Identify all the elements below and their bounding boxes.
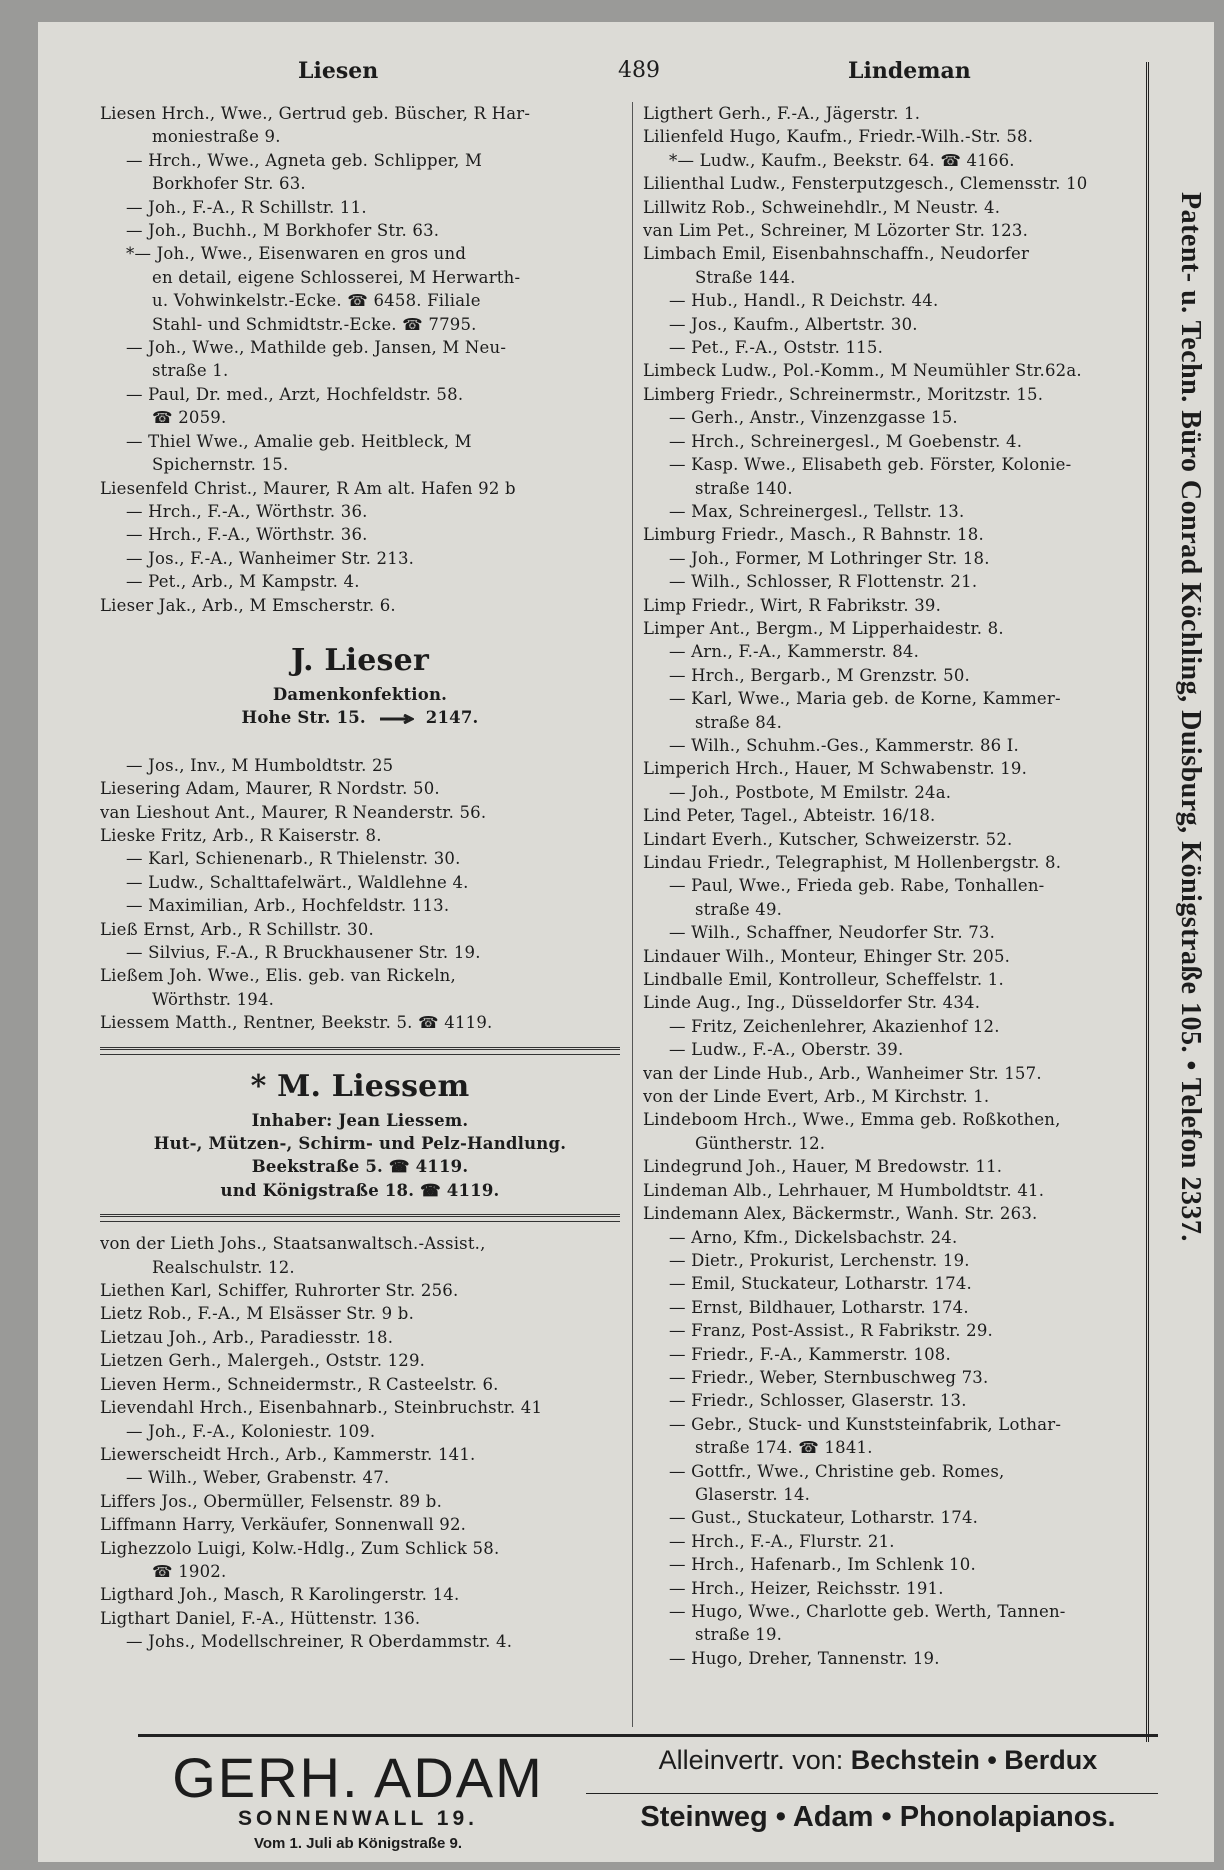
ad-lieser-line1: Damenkonfektion. <box>272 684 448 704</box>
directory-entry: — Karl, Schienenarb., R Thielenstr. 30. <box>126 849 461 869</box>
directory-entry: — Hrch., Hafenarb., Im Schlenk 10. <box>669 1555 976 1575</box>
directory-entry: — Hrch., Bergarb., M Grenzstr. 50. <box>669 665 970 685</box>
directory-entry: *— Joh., Wwe., Eisenwaren en gros und <box>126 244 467 264</box>
directory-entry: Lilienfeld Hugo, Kaufm., Friedr.-Wilh.-Str. 58. <box>643 127 1034 147</box>
directory-entry: Stahl- und Schmidtstr.-Ecke. ☎ 7795. <box>152 314 477 334</box>
directory-entry: Linde Aug., Ing., Düsseldorfer Str. 434. <box>643 993 981 1013</box>
directory-entry: — Max, Schreinergesl., Tellstr. 13. <box>669 501 965 521</box>
directory-entry: — Dietr., Prokurist, Lerchenstr. 19. <box>669 1250 970 1270</box>
directory-entry: Spichernstr. 15. <box>152 455 289 475</box>
directory-entry: — Fritz, Zeichenlehrer, Akazienhof 12. <box>669 1016 1000 1036</box>
directory-entry: Ligthert Gerh., F.-A., Jägerstr. 1. <box>643 104 921 123</box>
directory-entry: — Friedr., Weber, Sternbuschweg 73. <box>669 1367 989 1387</box>
directory-entry: — Joh., Buchh., M Borkhofer Str. 63. <box>126 221 440 241</box>
directory-entry: Ließem Joh. Wwe., Elis. geb. van Rickeln, <box>100 966 456 986</box>
bottom-ad-line1-brands: Bechstein • Berdux <box>850 1745 1098 1775</box>
directory-entry: Lieven Herm., Schneidermstr., R Casteelstr. 6. <box>100 1374 499 1394</box>
directory-entry: Glaserstr. 14. <box>695 1484 811 1504</box>
directory-entry: Lietzau Joh., Arb., Paradiesstr. 18. <box>100 1327 394 1347</box>
directory-entry: *— Ludw., Kaufm., Beekstr. 64. ☎ 4166. <box>669 150 1015 170</box>
directory-entry: — Friedr., Schlosser, Glaserstr. 13. <box>669 1391 967 1411</box>
divider-rule <box>100 1047 620 1055</box>
directory-entry: Güntherstr. 12. <box>695 1133 826 1153</box>
directory-entry: — Ludw., Schalttafelwärt., Waldlehne 4. <box>126 872 469 892</box>
directory-entry: Lilienthal Ludw., Fensterputzgesch., Clemensstr. 10 <box>643 174 1088 194</box>
bottom-ad-note: Vom 1. Juli ab Königstraße 9. <box>253 1835 463 1852</box>
directory-entry: straße 19. <box>695 1625 783 1645</box>
directory-entry: Lindegrund Joh., Hauer, M Bredowstr. 11. <box>643 1157 1003 1177</box>
directory-entry: — Johs., Modellschreiner, R Oberdammstr. 4. <box>126 1632 513 1652</box>
divider-rule <box>100 1214 620 1222</box>
directory-entry: Limbach Emil, Eisenbahnschaffn., Neudorfer <box>643 244 1030 264</box>
directory-entry: — Hrch., F.-A., Wörthstr. 36. <box>126 501 368 521</box>
directory-entry: Lieser Jak., Arb., M Emscherstr. 6. <box>100 595 396 615</box>
entries-block-1 <box>100 102 620 617</box>
ad-lieser-title: J. Lieser <box>291 642 429 678</box>
directory-entry: — Maximilian, Arb., Hochfeldstr. 113. <box>126 896 450 916</box>
directory-entry: Ließ Ernst, Arb., R Schillstr. 30. <box>100 919 374 939</box>
directory-entry: Liewerscheidt Hrch., Arb., Kammerstr. 141. <box>100 1444 476 1464</box>
directory-entry: Limburg Friedr., Masch., R Bahnstr. 18. <box>643 525 984 545</box>
directory-entry: von der Linde Evert, Arb., M Kirchstr. 1. <box>643 1087 990 1107</box>
directory-entry: — Pet., F.-A., Oststr. 115. <box>669 338 884 358</box>
bottom-ad-line1-prefix: Alleinvertr. von: <box>658 1745 844 1775</box>
telephone-icon <box>378 714 414 724</box>
directory-entry: — Hrch., Heizer, Reichsstr. 191. <box>669 1578 944 1598</box>
directory-entry: ☎ 2059. <box>152 408 227 428</box>
entries-block-3 <box>100 1232 620 1653</box>
directory-entry: Lighezzolo Luigi, Kolw.-Hdlg., Zum Schlick 58. <box>100 1538 500 1558</box>
directory-entry: Wörthstr. 194. <box>152 989 275 1009</box>
directory-entry: Lind Peter, Tagel., Abteistr. 16/18. <box>643 806 936 826</box>
directory-entry: Lietzen Gerh., Malergeh., Oststr. 129. <box>100 1351 426 1371</box>
header-right: Lindeman <box>848 58 971 84</box>
directory-entry: — Wilh., Schuhm.-Ges., Kammerstr. 86 I. <box>669 735 1019 755</box>
directory-entry: straße 49. <box>695 899 783 919</box>
directory-entry: straße 174. ☎ 1841. <box>695 1438 873 1458</box>
directory-entry: Lindau Friedr., Telegraphist, M Hollenbergstr. 8. <box>643 853 1062 872</box>
directory-entry: Liesen Hrch., Wwe., Gertrud geb. Büscher, R Har- <box>100 104 531 123</box>
directory-entry: Limbeck Ludw., Pol.-Komm., M Neumühler Str.62a. <box>643 361 1082 381</box>
directory-entry: Liffmann Harry, Verkäufer, Sonnenwall 92. <box>100 1515 467 1535</box>
entries-block-right <box>643 102 1143 1670</box>
ad-liessem-line3: Beekstraße 5. ☎ 4119. <box>251 1157 469 1177</box>
directory-entry: — Joh., F.-A., R Schillstr. 11. <box>126 197 367 217</box>
bottom-ad-divider <box>586 1793 1158 1794</box>
directory-entry: — Gust., Stuckateur, Lotharstr. 174. <box>669 1508 979 1528</box>
bottom-ad-name: GERH. ADAM <box>172 1746 544 1809</box>
directory-entry: Limberg Friedr., Schreinermstr., Moritzstr. 15. <box>643 384 1044 404</box>
directory-entry: Lindemann Alex, Bäckermstr., Wanh. Str. 263. <box>643 1204 1038 1224</box>
directory-entry: Lindart Everh., Kutscher, Schweizerstr. 52. <box>643 829 1013 849</box>
directory-entry: Liffers Jos., Obermüller, Felsenstr. 89 b. <box>100 1491 443 1511</box>
directory-entry: Limp Friedr., Wirt, R Fabrikstr. 39. <box>643 595 942 615</box>
ad-lieser-phone: 2147. <box>425 708 479 728</box>
bottom-ad-address: SONNENWALL 19. <box>238 1807 478 1830</box>
directory-entry: — Hrch., Schreinergesl., M Goebenstr. 4. <box>669 431 1023 451</box>
ad-lieser-line2-wrap <box>100 706 620 729</box>
directory-entry: Lievendahl Hrch., Eisenbahnarb., Steinbruchstr. 41 <box>100 1398 543 1418</box>
directory-entry: u. Vohwinkelstr.-Ecke. ☎ 6458. Filiale <box>152 291 481 311</box>
directory-entry: Liessem Matth., Rentner, Beekstr. 5. ☎ 4119. <box>100 1013 493 1033</box>
header-left: Liesen <box>298 58 379 84</box>
directory-entry: Limperich Hrch., Hauer, M Schwabenstr. 19. <box>643 759 1028 779</box>
directory-entry: van der Linde Hub., Arb., Wanheimer Str. 157. <box>643 1063 1042 1083</box>
directory-entry: Liesenfeld Christ., Maurer, R Am alt. Hafen 92 b <box>100 478 516 498</box>
directory-entry: Limper Ant., Bergm., M Lipperhaidestr. 8. <box>643 618 1004 638</box>
ad-liessem-line1: Inhaber: Jean Liessem. <box>251 1110 469 1130</box>
directory-entry: — Arn., F.-A., Kammerstr. 84. <box>669 642 920 662</box>
directory-entry: Lindballe Emil, Kontrolleur, Scheffelstr. 1. <box>643 970 1004 990</box>
directory-entry: — Wilh., Schaffner, Neudorfer Str. 73. <box>669 923 996 943</box>
directory-entry: Lieske Fritz, Arb., R Kaiserstr. 8. <box>100 825 382 845</box>
directory-entry: Borkhofer Str. 63. <box>152 174 306 194</box>
directory-entry: Ligthart Daniel, F.-A., Hüttenstr. 136. <box>100 1608 421 1628</box>
directory-entry: Lillwitz Rob., Schweinehdlr., M Neustr. 4. <box>643 197 1001 217</box>
directory-entry: straße 1. <box>152 361 229 381</box>
directory-entry: — Joh., Wwe., Mathilde geb. Jansen, M Neu- <box>126 338 507 358</box>
directory-entry: Ligthard Joh., Masch, R Karolingerstr. 14. <box>100 1585 460 1605</box>
ad-liessem-title: * M. Liessem <box>250 1068 470 1104</box>
directory-entry: — Ludw., F.-A., Oberstr. 39. <box>669 1040 904 1060</box>
directory-entry: Realschulstr. 12. <box>152 1257 295 1277</box>
directory-entry: straße 140. <box>695 478 793 498</box>
directory-entry: — Hub., Handl., R Deichstr. 44. <box>669 291 939 311</box>
directory-entry: — Hugo, Dreher, Tannenstr. 19. <box>669 1648 940 1668</box>
directory-entry: — Hrch., F.-A., Wörthstr. 36. <box>126 525 368 545</box>
ad-liessem-line4: und Königstraße 18. ☎ 4119. <box>220 1180 500 1200</box>
ad-lieser <box>100 639 620 730</box>
column-divider <box>632 102 633 1727</box>
ad-liessem <box>100 1065 620 1203</box>
directory-page <box>38 22 1214 1862</box>
directory-entry: — Joh., Former, M Lothringer Str. 18. <box>669 548 990 568</box>
left-column <box>100 102 620 1654</box>
directory-entry: Liesering Adam, Maurer, R Nordstr. 50. <box>100 779 440 799</box>
directory-entry: — Franz, Post-Assist., R Fabrikstr. 29. <box>669 1321 993 1341</box>
directory-entry: — Joh., Postbote, M Emilstr. 24a. <box>669 782 952 802</box>
directory-entry: — Pet., Arb., M Kampstr. 4. <box>126 572 360 592</box>
bottom-advert <box>138 1734 1158 1857</box>
ad-liessem-line2: Hut-, Mützen-, Schirm- und Pelz-Handlung. <box>153 1134 567 1154</box>
right-column <box>643 102 1143 1670</box>
directory-entry: Lindeboom Hrch., Wwe., Emma geb. Roßkothen, <box>643 1110 1061 1130</box>
directory-entry: van Lim Pet., Schreiner, M Lözorter Str. 123. <box>643 221 1029 241</box>
directory-entry: — Jos., Kaufm., Albertstr. 30. <box>669 314 918 334</box>
directory-entry: — Gebr., Stuck- und Kunststeinfabrik, Lothar- <box>669 1414 1062 1434</box>
directory-entry: — Wilh., Weber, Grabenstr. 47. <box>126 1468 390 1488</box>
directory-entry: — Hrch., F.-A., Flurstr. 21. <box>669 1531 895 1551</box>
directory-entry: van Lieshout Ant., Maurer, R Neanderstr. 56. <box>100 802 487 822</box>
directory-entry: — Thiel Wwe., Amalie geb. Heitbleck, M <box>126 431 472 451</box>
directory-entry: — Gerh., Anstr., Vinzenzgasse 15. <box>669 408 958 428</box>
directory-entry: Lietz Rob., F.-A., M Elsässer Str. 9 b. <box>100 1304 415 1324</box>
page-number: 489 <box>618 58 660 83</box>
running-head <box>148 52 988 92</box>
entries-block-2 <box>100 754 620 1035</box>
directory-entry: — Arno, Kfm., Dickelsbachstr. 24. <box>669 1227 958 1247</box>
directory-entry: — Friedr., F.-A., Kammerstr. 108. <box>669 1344 951 1364</box>
directory-entry: — Joh., F.-A., Koloniestr. 109. <box>126 1421 376 1441</box>
directory-entry: ☎ 1902. <box>152 1561 227 1581</box>
directory-entry: Straße 144. <box>695 267 796 287</box>
directory-entry: — Kasp. Wwe., Elisabeth geb. Förster, Kolonie- <box>669 455 1072 475</box>
side-advert-text: Patent- u. Techn. Büro Conrad Köchling, Duisburg, Königstraße 105. • Telefon 2337. <box>1175 192 1206 1242</box>
directory-entry: Liethen Karl, Schiffer, Ruhrorter Str. 256. <box>100 1281 459 1301</box>
directory-entry: von der Lieth Johs., Staatsanwaltsch.-Assist., <box>100 1234 486 1254</box>
directory-entry: — Gottfr., Wwe., Christine geb. Romes, <box>669 1461 1005 1481</box>
directory-entry: — Wilh., Schlosser, R Flottenstr. 21. <box>669 572 978 592</box>
directory-entry: en detail, eigene Schlosserei, M Herwarth- <box>152 267 521 287</box>
bottom-ad-line2: Steinweg • Adam • Phonolapianos. <box>640 1801 1116 1833</box>
directory-entry: — Hugo, Wwe., Charlotte geb. Werth, Tannen- <box>669 1602 1066 1621</box>
ad-lieser-line2: Hohe Str. 15. <box>241 708 366 728</box>
directory-entry: — Silvius, F.-A., R Bruckhausener Str. 19. <box>126 943 481 962</box>
directory-entry: straße 84. <box>695 712 783 732</box>
directory-entry: — Hrch., Wwe., Agneta geb. Schlipper, M <box>126 150 483 170</box>
directory-entry: — Jos., F.-A., Wanheimer Str. 213. <box>126 548 415 568</box>
directory-entry: moniestraße 9. <box>152 127 281 147</box>
directory-entry: — Emil, Stuckateur, Lotharstr. 174. <box>669 1274 972 1294</box>
bottom-ad-line1 <box>598 1745 1158 1776</box>
directory-entry: — Jos., Inv., M Humboldtstr. 25 <box>126 755 394 775</box>
directory-entry: Lindeman Alb., Lehrhauer, M Humboldtstr. 41. <box>643 1180 1045 1200</box>
directory-entry: — Ernst, Bildhauer, Lotharstr. 174. <box>669 1297 969 1317</box>
directory-entry: — Paul, Wwe., Frieda geb. Rabe, Tonhallen- <box>669 876 1045 896</box>
directory-entry: — Paul, Dr. med., Arzt, Hochfeldstr. 58. <box>126 384 464 404</box>
directory-entry: — Karl, Wwe., Maria geb. de Korne, Kammer- <box>669 689 1061 709</box>
directory-entry: Lindauer Wilh., Monteur, Ehinger Str. 205. <box>643 946 1011 966</box>
